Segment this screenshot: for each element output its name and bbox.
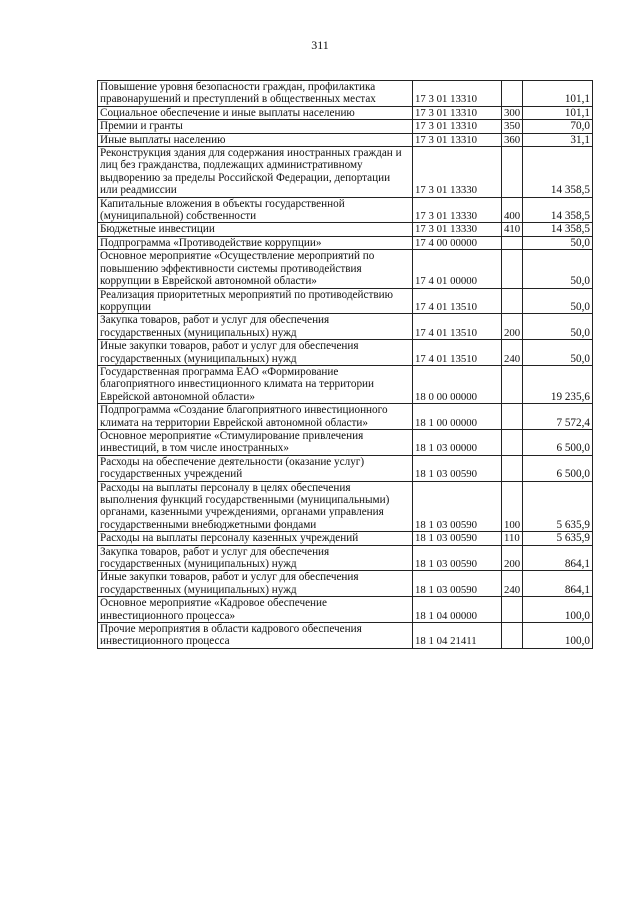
table-row [98, 197, 593, 223]
row-amount: 31,1 [523, 133, 593, 146]
row-code: 17 4 01 13510 [413, 314, 502, 340]
table-row [98, 314, 593, 340]
row-name: Повышение уровня безопасности граждан, профилактика правонарушений и преступлений в общественных местах [98, 81, 413, 107]
table-row [98, 571, 593, 597]
table-row [98, 429, 593, 455]
table-row [98, 81, 593, 107]
row-name: Иные закупки товаров, работ и услуг для обеспечения государственных (муниципальных) нужд [98, 571, 413, 597]
table-row [98, 481, 593, 532]
row-name: Бюджетные инвестиции [98, 223, 413, 236]
row-amount: 50,0 [523, 250, 593, 288]
table-row [98, 250, 593, 288]
row-code: 17 3 01 13310 [413, 133, 502, 146]
row-name: Подпрограмма «Противодействие коррупции» [98, 236, 413, 249]
row-amount: 100,0 [523, 597, 593, 623]
row-expense-type: 400 [502, 197, 523, 223]
row-code: 17 3 01 13310 [413, 106, 502, 119]
table-row [98, 545, 593, 571]
row-code: 18 1 00 00000 [413, 404, 502, 430]
row-expense-type: 350 [502, 120, 523, 133]
row-name: Капитальные вложения в объекты государственной (муниципальной) собственности [98, 197, 413, 223]
table-row [98, 223, 593, 236]
row-expense-type [502, 81, 523, 107]
row-expense-type: 200 [502, 545, 523, 571]
row-name: Закупка товаров, работ и услуг для обеспечения государственных (муниципальных) нужд [98, 545, 413, 571]
row-code: 17 4 01 13510 [413, 288, 502, 314]
row-code: 17 3 01 13330 [413, 197, 502, 223]
row-amount: 864,1 [523, 545, 593, 571]
row-amount: 50,0 [523, 340, 593, 366]
row-expense-type [502, 404, 523, 430]
row-name: Основное мероприятие «Кадровое обеспечение инвестиционного процесса» [98, 597, 413, 623]
table-row [98, 236, 593, 249]
row-amount: 14 358,5 [523, 197, 593, 223]
row-code: 17 4 01 00000 [413, 250, 502, 288]
row-amount: 70,0 [523, 120, 593, 133]
table-row [98, 597, 593, 623]
row-amount: 5 635,9 [523, 481, 593, 532]
row-name: Расходы на обеспечение деятельности (оказание услуг) государственных учреждений [98, 455, 413, 481]
row-expense-type: 410 [502, 223, 523, 236]
row-code: 18 1 03 00590 [413, 532, 502, 545]
row-amount: 7 572,4 [523, 404, 593, 430]
row-name: Основное мероприятие «Стимулирование привлечения инвестиций, в том числе иностранных» [98, 429, 413, 455]
row-name: Прочие мероприятия в области кадрового обеспечения инвестиционного процесса [98, 623, 413, 649]
row-name: Основное мероприятие «Осуществление мероприятий по повышению эффективности системы противодействия коррупции в Еврейской автономной области» [98, 250, 413, 288]
row-expense-type: 240 [502, 340, 523, 366]
row-expense-type [502, 288, 523, 314]
row-name: Подпрограмма «Создание благоприятного инвестиционного климата на территории Еврейской автономной области» [98, 404, 413, 430]
row-amount: 50,0 [523, 314, 593, 340]
table-row [98, 288, 593, 314]
table-body [98, 81, 593, 649]
row-amount: 101,1 [523, 81, 593, 107]
row-expense-type [502, 429, 523, 455]
row-expense-type: 300 [502, 106, 523, 119]
table-row [98, 532, 593, 545]
row-code: 18 0 00 00000 [413, 365, 502, 403]
page-number: 311 [311, 38, 329, 52]
row-code: 18 1 04 21411 [413, 623, 502, 649]
row-expense-type: 200 [502, 314, 523, 340]
row-amount: 100,0 [523, 623, 593, 649]
table-row [98, 340, 593, 366]
row-code: 18 1 03 00590 [413, 455, 502, 481]
budget-table [97, 80, 593, 649]
row-amount: 101,1 [523, 106, 593, 119]
row-expense-type [502, 455, 523, 481]
row-name: Социальное обеспечение и иные выплаты населению [98, 106, 413, 119]
row-code: 18 1 03 00000 [413, 429, 502, 455]
row-code: 17 4 01 13510 [413, 340, 502, 366]
row-expense-type: 360 [502, 133, 523, 146]
row-code: 18 1 03 00590 [413, 481, 502, 532]
row-code: 18 1 04 00000 [413, 597, 502, 623]
row-code: 17 3 01 13310 [413, 120, 502, 133]
table-row [98, 623, 593, 649]
table-row [98, 404, 593, 430]
row-expense-type [502, 623, 523, 649]
row-code: 17 4 00 00000 [413, 236, 502, 249]
row-amount: 864,1 [523, 571, 593, 597]
table-row [98, 365, 593, 403]
row-code: 17 3 01 13330 [413, 223, 502, 236]
row-name: Расходы на выплаты персоналу казенных учреждений [98, 532, 413, 545]
row-expense-type: 240 [502, 571, 523, 597]
table-row [98, 106, 593, 119]
table-row [98, 147, 593, 198]
row-name: Реконструкция здания для содержания иностранных граждан и лиц без гражданства, подлежащих административному выдворению за пределы Российской Федерации, депортации или реадмиссии [98, 147, 413, 198]
row-amount: 14 358,5 [523, 147, 593, 198]
row-name: Премии и гранты [98, 120, 413, 133]
row-code: 18 1 03 00590 [413, 571, 502, 597]
table-row [98, 120, 593, 133]
row-expense-type [502, 236, 523, 249]
row-expense-type: 100 [502, 481, 523, 532]
row-name: Иные выплаты населению [98, 133, 413, 146]
row-expense-type: 110 [502, 532, 523, 545]
row-expense-type [502, 250, 523, 288]
row-expense-type [502, 365, 523, 403]
table-row [98, 455, 593, 481]
row-expense-type [502, 147, 523, 198]
row-amount: 50,0 [523, 288, 593, 314]
row-expense-type [502, 597, 523, 623]
row-name: Реализация приоритетных мероприятий по противодействию коррупции [98, 288, 413, 314]
row-amount: 14 358,5 [523, 223, 593, 236]
row-amount: 5 635,9 [523, 532, 593, 545]
row-code: 18 1 03 00590 [413, 545, 502, 571]
row-amount: 50,0 [523, 236, 593, 249]
row-code: 17 3 01 13330 [413, 147, 502, 198]
row-code: 17 3 01 13310 [413, 81, 502, 107]
row-amount: 6 500,0 [523, 455, 593, 481]
row-name: Расходы на выплаты персоналу в целях обеспечения выполнения функций государственными (муниципальными) органами, казенными учреждениями, органами управления государственными внебюджетными фондами [98, 481, 413, 532]
table-row [98, 133, 593, 146]
row-amount: 19 235,6 [523, 365, 593, 403]
row-name: Закупка товаров, работ и услуг для обеспечения государственных (муниципальных) нужд [98, 314, 413, 340]
row-amount: 6 500,0 [523, 429, 593, 455]
row-name: Иные закупки товаров, работ и услуг для обеспечения государственных (муниципальных) нужд [98, 340, 413, 366]
row-name: Государственная программа ЕАО «Формирование благоприятного инвестиционного климата на территории Еврейской автономной области» [98, 365, 413, 403]
